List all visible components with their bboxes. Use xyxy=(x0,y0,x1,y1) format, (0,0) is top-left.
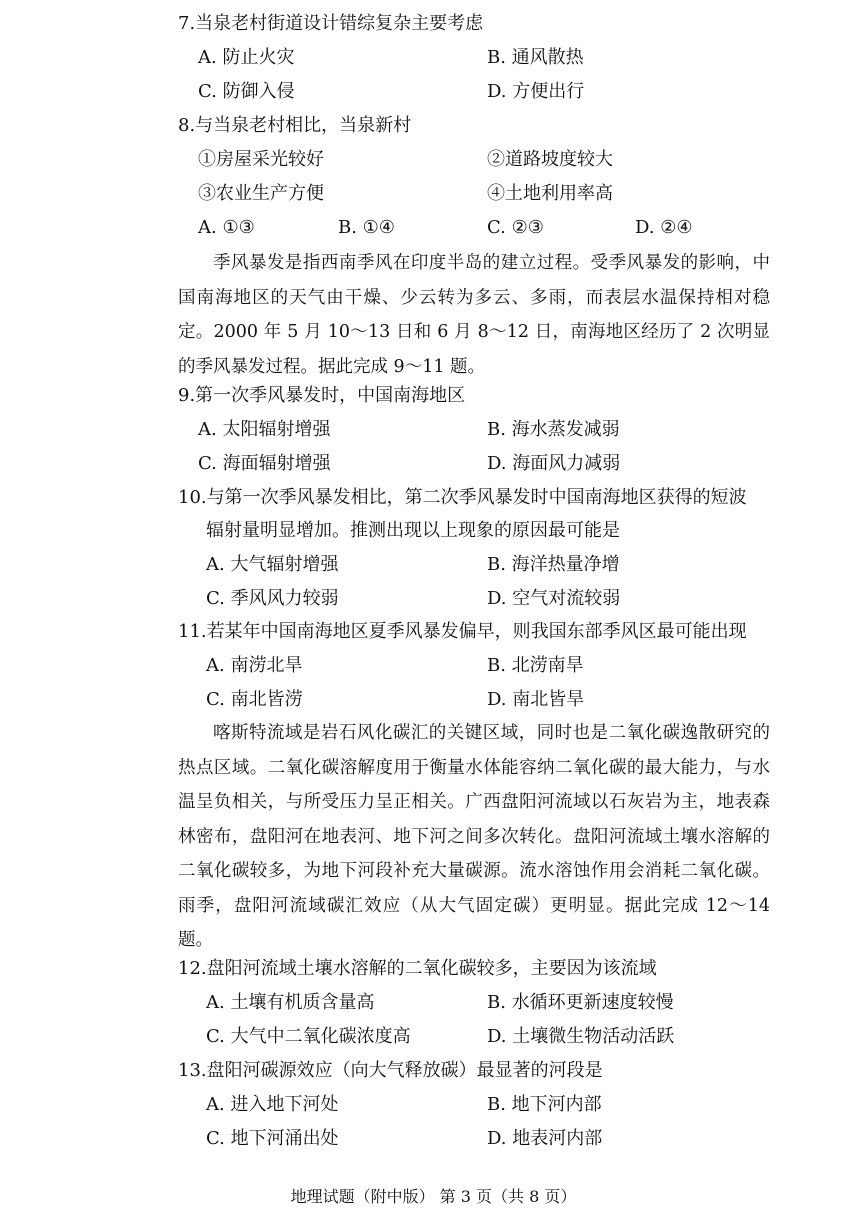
question-10-stem-line2: 辐射量明显增加。推测出现以上现象的原因最可能是 xyxy=(206,520,620,541)
question-12-stem: 12.盘阳河流域土壤水溶解的二氧化碳较多，主要因为该流域 xyxy=(178,958,657,979)
question-12-option-b: B. 水循环更新速度较慢 xyxy=(487,992,674,1013)
question-12-option-d: D. 土壤微生物活动活跃 xyxy=(487,1026,675,1047)
question-9-option-c: C. 海面辐射增强 xyxy=(198,453,331,474)
question-8-option-d: D. ②④ xyxy=(635,217,693,238)
question-13-option-d: D. 地表河内部 xyxy=(487,1128,603,1149)
passage-karst xyxy=(178,716,770,958)
question-10-option-b: B. 海洋热量净增 xyxy=(487,554,620,575)
question-11-stem: 11.若某年中国南海地区夏季风暴发偏早，则我国东部季风区最可能出现 xyxy=(178,621,747,642)
question-8-item-4: ④土地利用率高 xyxy=(487,183,613,204)
question-11-option-d: D. 南北皆旱 xyxy=(487,689,585,710)
question-13-option-a: A. 进入地下河处 xyxy=(206,1094,339,1115)
question-8-item-2: ②道路坡度较大 xyxy=(487,149,613,170)
question-7-option-b: B. 通风散热 xyxy=(487,47,584,68)
page-footer: 地理试题（附中版） 第 3 页（共 8 页） xyxy=(290,1187,577,1206)
question-12-option-a: A. 土壤有机质含量高 xyxy=(206,992,375,1013)
question-11-option-a: A. 南涝北旱 xyxy=(206,655,303,676)
question-10-option-c: C. 季风风力较弱 xyxy=(206,588,339,609)
question-7-option-a: A. 防止火灾 xyxy=(198,47,295,68)
question-8-item-1: ①房屋采光较好 xyxy=(198,149,324,170)
passage-monsoon-text: 季风暴发是指西南季风在印度半岛的建立过程。受季风暴发的影响，中国南海地区的天气由干燥、少云转为多云、多雨，而表层水温保持相对稳定。2000 年 5 月 10～13 日和 6 月 8～12 日，南海地区经历了 2 次明显的季风暴发过程。据此完成 9～11 题。 xyxy=(178,253,770,377)
passage-karst-text: 喀斯特流域是岩石风化碳汇的关键区域，同时也是二氧化碳逸散研究的热点区域。二氧化碳溶解度用于衡量水体能容纳二氧化碳的最大能力，与水温呈负相关，与所受压力呈正相关。广西盘阳河流域以石灰岩为主，地表森林密布，盘阳河在地表河、地下河之间多次转化。盘阳河流域土壤水溶解的二氧化碳较多，为地下河段补充大量碳源。流水溶蚀作用会消耗二氧化碳。雨季，盘阳河流域碳汇效应（从大气固定碳）更明显。据此完成 12～14 题。 xyxy=(178,723,770,950)
question-12-option-c: C. 大气中二氧化碳浓度高 xyxy=(206,1026,411,1047)
question-11-option-c: C. 南北皆涝 xyxy=(206,689,303,710)
question-8-option-c: C. ②③ xyxy=(487,217,544,238)
question-13-option-b: B. 地下河内部 xyxy=(487,1094,602,1115)
question-8-option-b: B. ①④ xyxy=(338,217,395,238)
question-8-stem: 8.与当泉老村相比，当泉新村 xyxy=(178,115,412,136)
question-10-stem-line1: 10.与第一次季风暴发相比，第二次季风暴发时中国南海地区获得的短波 xyxy=(178,487,747,508)
question-9-option-a: A. 太阳辐射增强 xyxy=(198,419,331,440)
question-11-option-b: B. 北涝南旱 xyxy=(487,655,584,676)
question-8-item-3: ③农业生产方便 xyxy=(198,183,324,204)
question-7-option-d: D. 方便出行 xyxy=(487,81,585,102)
question-13-stem: 13.盘阳河碳源效应（向大气释放碳）最显著的河段是 xyxy=(178,1060,603,1081)
question-9-option-b: B. 海水蒸发减弱 xyxy=(487,419,620,440)
question-9-option-d: D. 海面风力减弱 xyxy=(487,453,621,474)
question-13-option-c: C. 地下河涌出处 xyxy=(206,1128,339,1149)
passage-monsoon xyxy=(178,246,770,384)
question-10-option-d: D. 空气对流较弱 xyxy=(487,588,621,609)
question-7-option-c: C. 防御入侵 xyxy=(198,81,295,102)
question-9-stem: 9.第一次季风暴发时，中国南海地区 xyxy=(178,385,466,406)
question-8-option-a: A. ①③ xyxy=(198,217,255,238)
question-7-stem: 7.当泉老村街道设计错综复杂主要考虑 xyxy=(178,13,484,34)
question-10-option-a: A. 大气辐射增强 xyxy=(206,554,339,575)
